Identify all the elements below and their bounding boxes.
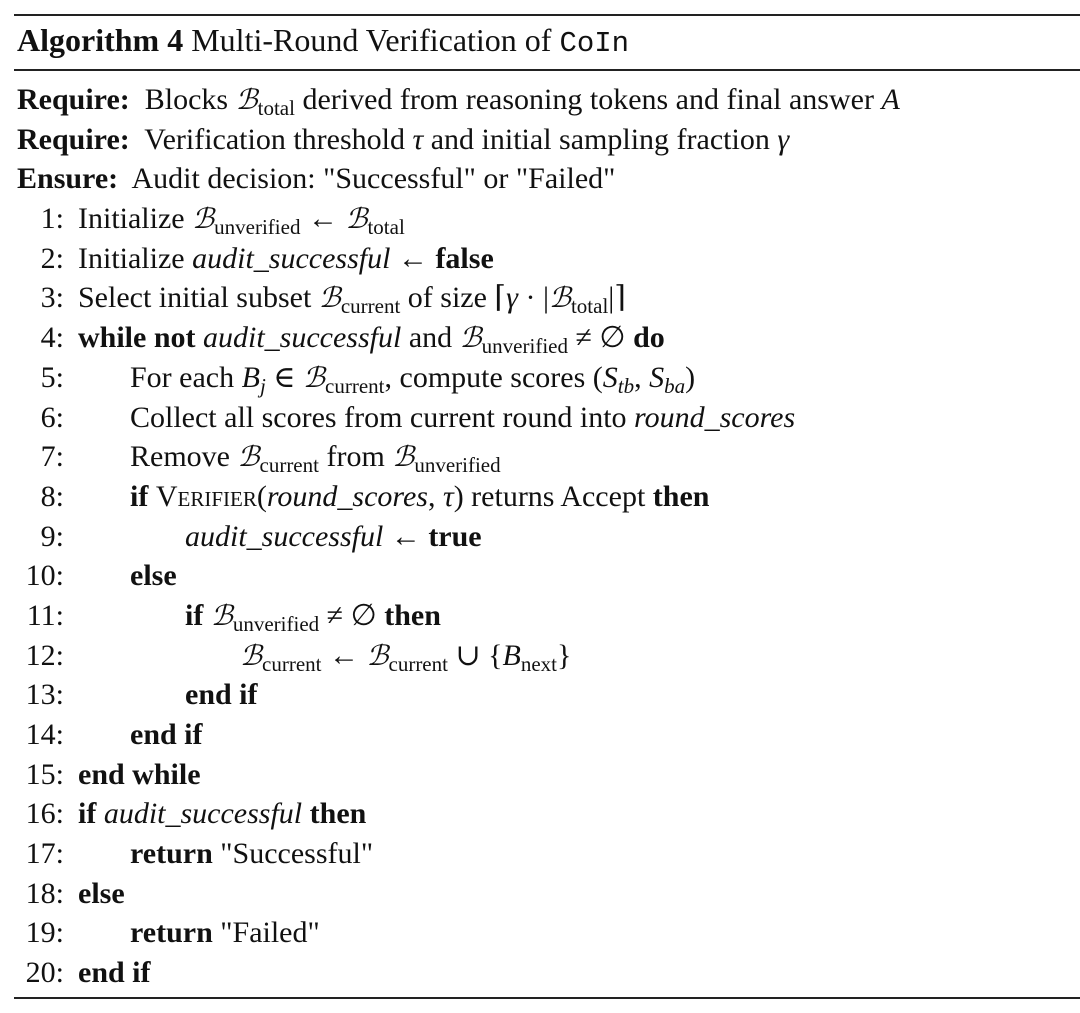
header-rule: [14, 69, 1080, 71]
algorithm-lines: [0, 80, 1080, 993]
line-content: Ensure: Audit decision: "Successful" or "Failed": [17, 162, 616, 196]
line-content: Select initial subset ℬ$_{current}$ of size ⌈γ · |ℬ$_{total}$|⌉: [78, 281, 627, 319]
line-number: 13:: [25, 678, 64, 712]
line-number: 18:: [25, 876, 64, 910]
line-content: if audit_successful then: [78, 797, 367, 831]
line-number: 7:: [40, 440, 64, 474]
line-number: 16:: [25, 797, 64, 831]
line-number: 15:: [25, 757, 64, 791]
line-content: Require: Blocks ℬ$_{total}$ derived from reasoning tokens and final answer A: [17, 83, 900, 120]
algorithm-line: [0, 913, 1080, 953]
algorithm-ensure-line: [0, 159, 1080, 199]
algorithm-require-line: [0, 120, 1080, 160]
line-content: Remove ℬ$_{current}$ from ℬ$_{unverified}$: [130, 440, 501, 478]
line-content: if Verifier(round_scores, τ) returns Accept then: [130, 479, 710, 513]
line-number: 5:: [40, 360, 64, 394]
algorithm-line: [0, 239, 1080, 279]
algorithm-line: [0, 715, 1080, 755]
line-content: else: [130, 559, 177, 593]
line-content: Initialize ℬ$_{unverified}$ ← ℬ$_{total}$: [78, 202, 405, 240]
line-number: 1:: [40, 202, 64, 236]
algorithm-line: [0, 794, 1080, 834]
algorithm-line: [0, 675, 1080, 715]
line-number: 9:: [40, 519, 64, 553]
algorithm-line: [0, 199, 1080, 239]
line-number: 17:: [25, 837, 64, 871]
algorithm-line: [0, 358, 1080, 398]
line-content: if ℬ$_{unverified}$ ≠ ∅ then: [185, 598, 441, 636]
line-content: Initialize audit_successful ← false: [78, 241, 494, 275]
line-content: Collect all scores from current round into round_scores: [130, 400, 796, 434]
algorithm-line: [0, 755, 1080, 795]
line-number: 11:: [26, 598, 64, 632]
line-content: return "Failed": [130, 916, 320, 950]
algorithm-title: [17, 22, 629, 60]
line-number: 6:: [40, 400, 64, 434]
line-content: audit_successful ← true: [185, 519, 482, 553]
algorithm-line: [0, 953, 1080, 993]
line-number: 4:: [40, 321, 64, 355]
algorithm-label: Algorithm 4: [17, 22, 184, 58]
algorithm-line: [0, 477, 1080, 517]
algorithm-line: [0, 517, 1080, 557]
bottom-rule: [14, 997, 1080, 999]
line-content: end while: [78, 757, 201, 791]
line-content: end if: [185, 678, 258, 712]
algorithm-line: [0, 834, 1080, 874]
line-content: For each $B_j$ ∈ ℬ$_{current}$, compute scores ($S_{tb}$, $S_{ba}$): [130, 360, 696, 398]
line-content: return "Successful": [130, 837, 374, 871]
top-rule: [14, 14, 1080, 16]
line-content: else: [78, 876, 125, 910]
line-content: ℬ$_{current}$ ← ℬ$_{current}$ ∪ $\{B_{next}\}$: [240, 638, 572, 676]
line-number: 10:: [25, 559, 64, 593]
line-number: 3:: [40, 281, 64, 315]
algorithm-line: [0, 278, 1080, 318]
algorithm-line: [0, 398, 1080, 438]
algorithm-line: [0, 318, 1080, 358]
algorithm-line: [0, 437, 1080, 477]
algorithm-require-line: [0, 80, 1080, 120]
line-number: 19:: [25, 916, 64, 950]
line-number: 2:: [40, 241, 64, 275]
line-number: 12:: [25, 638, 64, 672]
algorithm-line: [0, 596, 1080, 636]
line-content: end if: [130, 718, 203, 751]
algorithm-title-text: Multi-Round Verification of: [191, 22, 552, 58]
algorithm-title-code: CoIn: [559, 27, 630, 60]
algorithm-line: [0, 556, 1080, 596]
line-number: 8:: [40, 479, 64, 513]
algorithm-line: [0, 636, 1080, 676]
line-content: while not audit_successful and ℬ$_{unverified}$ ≠ ∅ do: [78, 321, 665, 359]
line-content: Require: Verification threshold τ and initial sampling fraction γ: [17, 122, 790, 156]
line-content: end if: [78, 956, 151, 990]
algorithm-line: [0, 874, 1080, 914]
line-number: 20:: [25, 956, 64, 990]
line-number: 14:: [25, 718, 64, 751]
